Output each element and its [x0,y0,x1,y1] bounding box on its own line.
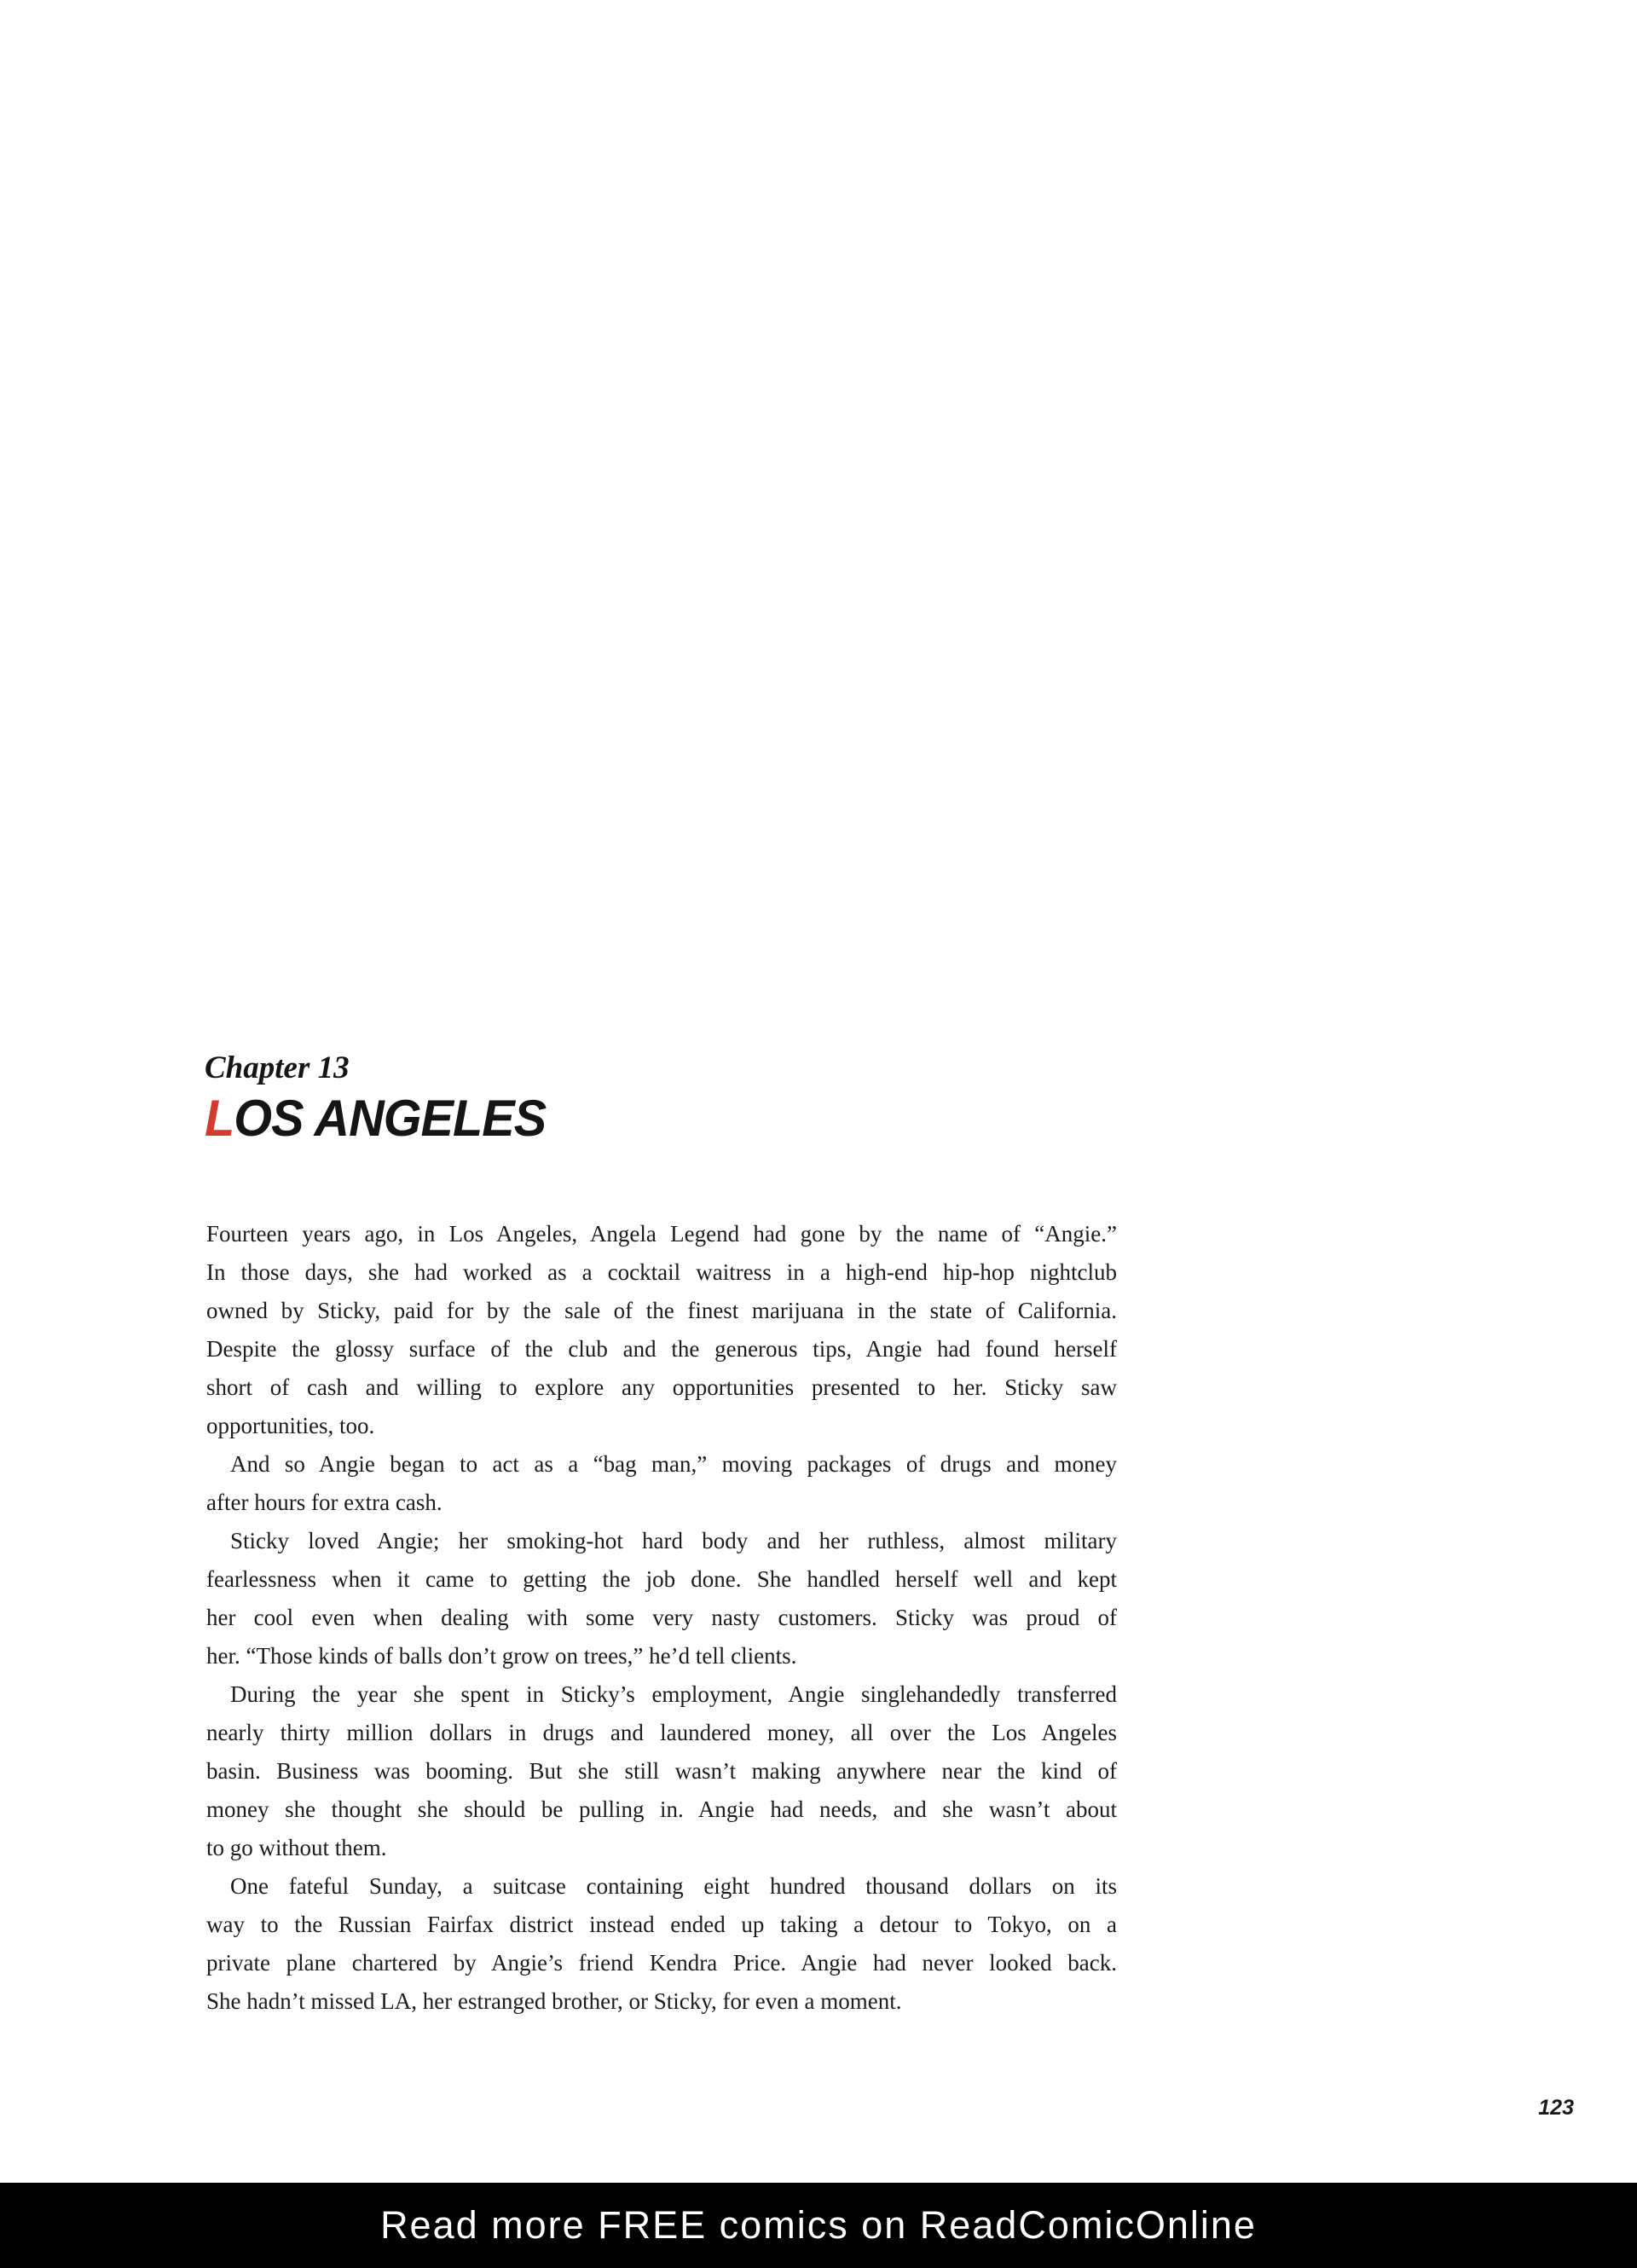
body-line: Despite the glossy surface of the club and the generous tips, Angie had found herself [206,1336,1117,1362]
chapter-title [205,1090,547,1147]
body-line: private plane chartered by Angie’s friend Kendra Price. Angie had never looked back. [206,1950,1117,1976]
chapter-title-rest: OS ANGELES [234,1090,547,1147]
body-line: Fourteen years ago, in Los Angeles, Angela Legend had gone by the name of “Angie.” [206,1221,1117,1247]
body-line: basin. Business was booming. But she still wasn’t making anywhere near the kind of [206,1758,1117,1784]
body-line: And so Angie began to act as a “bag man,” moving packages of drugs and money [230,1451,1117,1477]
body-line: way to the Russian Fairfax district instead ended up taking a detour to Tokyo, on a [206,1912,1117,1937]
body-line: her cool even when dealing with some very nasty customers. Sticky was proud of [206,1605,1117,1630]
body-line: money she thought she should be pulling in. Angie had needs, and she wasn’t about [206,1796,1117,1822]
body-line: During the year she spent in Sticky’s employment, Angie singlehandedly transferred [230,1681,1117,1707]
chapter-label: Chapter 13 [205,1050,350,1085]
body-line: fearlessness when it came to getting the job done. She handled herself well and kept [206,1566,1117,1592]
body-line: She hadn’t missed LA, her estranged brother, or Sticky, for even a moment. [206,1988,902,2014]
body-line: short of cash and willing to explore any opportunities presented to her. Sticky saw [206,1374,1117,1400]
body-line: Sticky loved Angie; her smoking-hot hard body and her ruthless, almost military [230,1528,1117,1553]
body-line: owned by Sticky, paid for by the sale of the finest marijuana in the state of California. [206,1298,1117,1323]
body-line: opportunities, too. [206,1413,375,1438]
body-line: nearly thirty million dollars in drugs and laundered money, all over the Los Angeles [206,1720,1117,1745]
chapter-title-initial: L [205,1090,234,1147]
watermark-text: Read more FREE comics on ReadComicOnline [380,2203,1257,2247]
body-line: In those days, she had worked as a cocktail waitress in a high-end hip-hop nightclub [206,1259,1117,1285]
body-line: One fateful Sunday, a suitcase containing eight hundred thousand dollars on its [230,1873,1117,1899]
chapter-heading [205,1050,560,1147]
body-text [206,1215,1117,2021]
body-line: after hours for extra cash. [206,1490,443,1515]
body-line: to go without them. [206,1835,387,1860]
page-number: 123 [1538,2096,1574,2120]
watermark-banner [0,2183,1637,2268]
body-line: her. “Those kinds of balls don’t grow on trees,” he’d tell clients. [206,1643,797,1669]
